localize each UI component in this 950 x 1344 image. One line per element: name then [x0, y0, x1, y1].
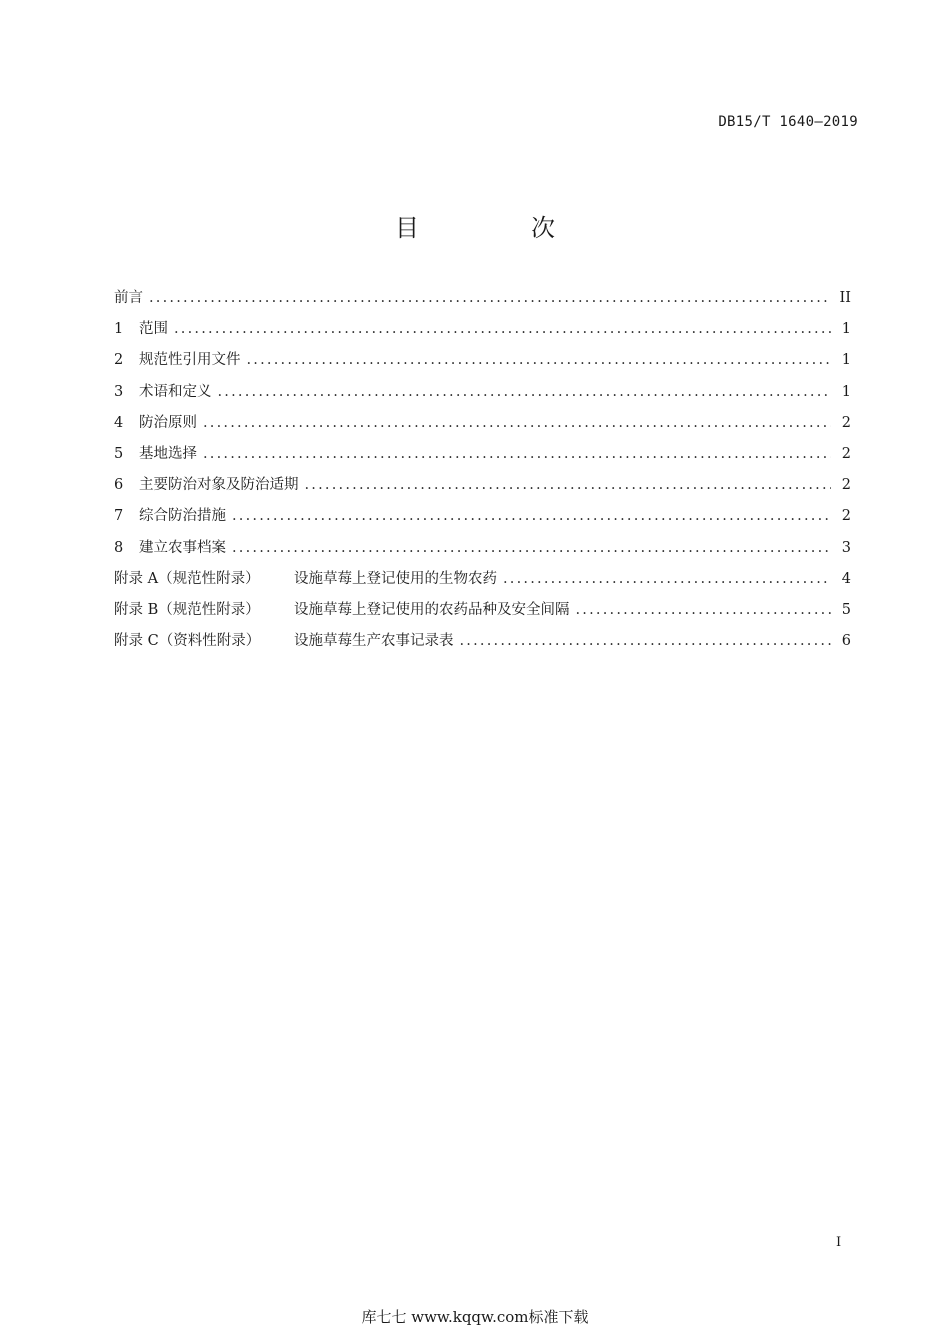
page-number: I — [836, 1235, 842, 1250]
toc-entry-label: 设施草莓生产农事记录表 — [294, 633, 454, 650]
toc-leader-dots — [232, 540, 831, 556]
toc-entry-label: 主要防治对象及防治适期 — [139, 477, 299, 494]
toc-leader-dots — [203, 446, 831, 462]
toc-entry-scope[interactable] — [114, 317, 851, 348]
toc-entry-label: 前言 — [114, 290, 143, 306]
toc-leader-dots — [305, 477, 832, 493]
toc-leader-dots — [576, 602, 832, 618]
toc-entry-page: 6 — [841, 633, 851, 650]
toc-entry-page: 1 — [841, 321, 851, 338]
toc-entry-terms[interactable] — [114, 380, 851, 411]
toc-entry-control-targets[interactable] — [114, 473, 851, 504]
toc-entry-label: 规范性引用文件 — [139, 352, 241, 369]
toc-entry-label: 范围 — [139, 321, 168, 338]
toc-appendix-prefix: 附录 C（资料性附录） — [114, 633, 261, 650]
toc-entry-page: 2 — [841, 445, 851, 462]
toc-entry-number: 2 — [114, 352, 124, 369]
toc-entry-number: 4 — [114, 414, 124, 431]
toc-appendix-prefix: 附录 A（规范性附录） — [114, 570, 260, 587]
toc-list — [114, 286, 851, 660]
standard-code: DB15/T 1640—2019 — [718, 114, 858, 130]
toc-leader-dots — [218, 384, 832, 400]
toc-entry-number: 6 — [114, 477, 124, 494]
toc-entry-label: 基地选择 — [139, 445, 197, 462]
toc-entry-page: 2 — [841, 414, 851, 431]
toc-entry-label: 设施草莓上登记使用的生物农药 — [294, 570, 497, 587]
toc-leader-dots — [203, 415, 831, 431]
toc-entry-site-selection[interactable] — [114, 442, 851, 473]
toc-entry-page: 3 — [841, 539, 851, 556]
toc-entry-number: 1 — [114, 321, 124, 338]
toc-entry-appendix-c[interactable] — [114, 629, 851, 660]
toc-appendix-prefix: 附录 B（规范性附录） — [114, 601, 260, 618]
toc-entry-farming-records[interactable] — [114, 536, 851, 567]
toc-entry-number: 3 — [114, 383, 124, 400]
toc-leader-dots — [174, 321, 831, 337]
toc-title: 目 次 — [395, 214, 599, 242]
footer-watermark[interactable]: 库七七 www.kqqw.com标准下载 — [361, 1308, 589, 1326]
toc-leader-dots — [247, 352, 832, 368]
toc-entry-number: 5 — [114, 445, 124, 462]
toc-entry-label: 术语和定义 — [139, 383, 212, 400]
toc-leader-dots — [149, 290, 831, 306]
toc-entry-label: 防治原则 — [139, 414, 197, 431]
toc-leader-dots — [460, 633, 832, 649]
toc-entry-label: 建立农事档案 — [139, 539, 226, 556]
toc-entry-integrated-control[interactable] — [114, 504, 851, 535]
toc-entry-page: 1 — [841, 352, 851, 369]
toc-entry-page: 5 — [841, 601, 851, 618]
toc-entry-appendix-b[interactable] — [114, 598, 851, 629]
toc-entry-page: II — [839, 290, 851, 306]
toc-entry-normative-references[interactable] — [114, 348, 851, 379]
toc-entry-principles[interactable] — [114, 411, 851, 442]
toc-entry-page: 2 — [841, 477, 851, 494]
toc-leader-dots — [503, 571, 831, 587]
toc-entry-label: 综合防治措施 — [139, 508, 226, 525]
toc-leader-dots — [232, 508, 831, 524]
toc-entry-page: 4 — [841, 570, 851, 587]
toc-entry-page: 1 — [841, 383, 851, 400]
toc-entry-label: 设施草莓上登记使用的农药品种及安全间隔 — [294, 601, 570, 618]
toc-entry-number: 8 — [114, 539, 124, 556]
toc-entry-number: 7 — [114, 508, 124, 525]
toc-entry-appendix-a[interactable] — [114, 567, 851, 598]
toc-entry-foreword[interactable] — [114, 286, 851, 317]
toc-entry-page: 2 — [841, 508, 851, 525]
